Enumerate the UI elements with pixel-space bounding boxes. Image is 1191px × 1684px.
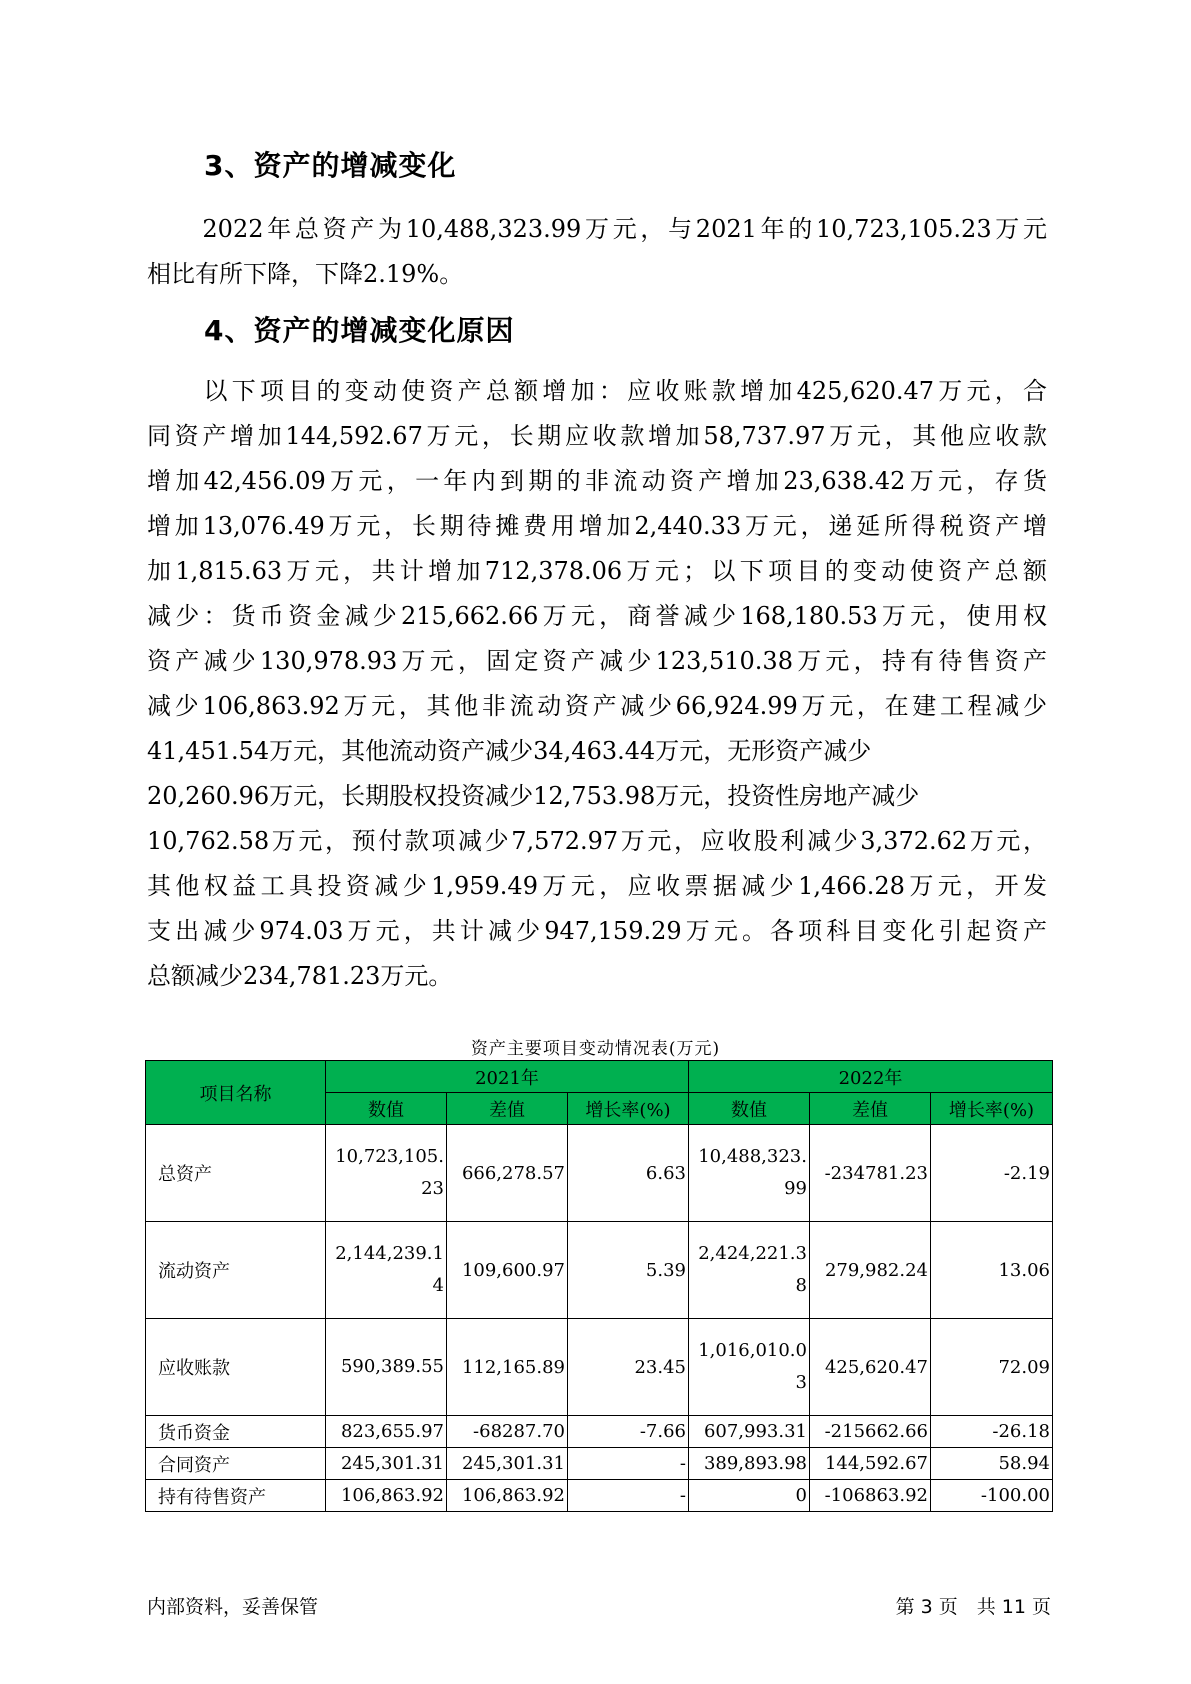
cell-rate-2021: - <box>568 1448 689 1480</box>
cell-value-2022: 10,488,323.99 <box>689 1125 810 1222</box>
section-4-heading: 4、资产的增减变化原因 <box>204 314 515 347</box>
cell-value-2021: 106,863.92 <box>326 1480 447 1512</box>
paragraph-line: 总额减少234,781.23万元。 <box>147 962 453 990</box>
footer-page-number: 第 3 页 共 11 页 <box>895 1596 1051 1618</box>
table-row <box>146 1448 1053 1480</box>
table-row <box>146 1222 1053 1319</box>
section-3-heading: 3、资产的增减变化 <box>204 149 457 182</box>
header-rate-2021: 增长率(%) <box>568 1093 689 1125</box>
paragraph-line: 20,260.96万元，长期股权投资减少12,753.98万元，投资性房地产减少 <box>147 782 920 810</box>
table-caption: 资产主要项目变动情况表(万元) <box>470 1039 721 1059</box>
header-value-2022: 数值 <box>689 1093 810 1125</box>
cell-value-2022: 2,424,221.38 <box>689 1222 810 1319</box>
cell-diff-2022: 144,592.67 <box>810 1448 931 1480</box>
cell-value-2021: 245,301.31 <box>326 1448 447 1480</box>
paragraph-line: 以下项目的变动使资产总额增加：应收账款增加425,620.47万元，合 <box>147 377 1047 405</box>
row-name: 货币资金 <box>146 1416 326 1448</box>
cell-diff-2022: -106863.92 <box>810 1480 931 1512</box>
paragraph-line: 减少106,863.92万元，其他非流动资产减少66,924.99万元，在建工程减少 <box>147 692 1047 720</box>
cell-value-2022: 607,993.31 <box>689 1416 810 1448</box>
row-name: 应收账款 <box>146 1319 326 1416</box>
cell-diff-2021: -68287.70 <box>447 1416 568 1448</box>
cell-value-2022: 389,893.98 <box>689 1448 810 1480</box>
cell-value-2022: 0 <box>689 1480 810 1512</box>
cell-value-2022: 1,016,010.03 <box>689 1319 810 1416</box>
cell-rate-2022: -26.18 <box>931 1416 1053 1448</box>
cell-diff-2021: 666,278.57 <box>447 1125 568 1222</box>
row-name: 持有待售资产 <box>146 1480 326 1512</box>
cell-diff-2021: 112,165.89 <box>447 1319 568 1416</box>
header-rate-2022: 增长率(%) <box>931 1093 1053 1125</box>
cell-value-2021: 2,144,239.14 <box>326 1222 447 1319</box>
cell-rate-2022: 58.94 <box>931 1448 1053 1480</box>
cell-value-2021: 823,655.97 <box>326 1416 447 1448</box>
cell-value-2021: 10,723,105.23 <box>326 1125 447 1222</box>
cell-diff-2022: -234781.23 <box>810 1125 931 1222</box>
asset-change-table <box>145 1060 1053 1512</box>
paragraph-line: 减少：货币资金减少215,662.66万元，商誉减少168,180.53万元，使用权 <box>147 602 1047 630</box>
header-year-2022: 2022年 <box>689 1061 1053 1093</box>
cell-rate-2022: 13.06 <box>931 1222 1053 1319</box>
cell-rate-2021: - <box>568 1480 689 1512</box>
paragraph-line: 41,451.54万元，其他流动资产减少34,463.44万元，无形资产减少 <box>147 737 872 765</box>
cell-diff-2021: 106,863.92 <box>447 1480 568 1512</box>
header-year-2021: 2021年 <box>326 1061 689 1093</box>
table-row <box>146 1416 1053 1448</box>
table-row <box>146 1319 1053 1416</box>
section-3-paragraph <box>147 207 1047 297</box>
footer-confidential-note: 内部资料，妥善保管 <box>147 1596 319 1618</box>
cell-diff-2022: 279,982.24 <box>810 1222 931 1319</box>
cell-value-2021: 590,389.55 <box>326 1319 447 1416</box>
cell-diff-2021: 109,600.97 <box>447 1222 568 1319</box>
cell-rate-2021: 6.63 <box>568 1125 689 1222</box>
paragraph-line: 相比有所下降，下降2.19%。 <box>147 260 464 288</box>
paragraph-line: 支出减少974.03万元，共计减少947,159.29万元。各项科目变化引起资产 <box>147 917 1047 945</box>
cell-diff-2022: 425,620.47 <box>810 1319 931 1416</box>
section-4-paragraph <box>147 369 1047 999</box>
paragraph-line: 增加42,456.09万元，一年内到期的非流动资产增加23,638.42万元，存货 <box>147 467 1047 495</box>
cell-rate-2022: 72.09 <box>931 1319 1053 1416</box>
row-name: 流动资产 <box>146 1222 326 1319</box>
cell-diff-2022: -215662.66 <box>810 1416 931 1448</box>
table-row <box>146 1480 1053 1512</box>
row-name: 合同资产 <box>146 1448 326 1480</box>
header-diff-2022: 差值 <box>810 1093 931 1125</box>
header-item-name: 项目名称 <box>146 1061 326 1125</box>
cell-diff-2021: 245,301.31 <box>447 1448 568 1480</box>
cell-rate-2022: -2.19 <box>931 1125 1053 1222</box>
cell-rate-2021: 5.39 <box>568 1222 689 1319</box>
paragraph-line: 加1,815.63万元，共计增加712,378.06万元；以下项目的变动使资产总额 <box>147 557 1047 585</box>
paragraph-line: 2022年总资产为10,488,323.99万元，与2021年的10,723,105.23万元 <box>147 215 1047 243</box>
paragraph-line: 其他权益工具投资减少1,959.49万元，应收票据减少1,466.28万元，开发 <box>147 872 1047 900</box>
paragraph-line: 增加13,076.49万元，长期待摊费用增加2,440.33万元，递延所得税资产增 <box>147 512 1047 540</box>
cell-rate-2021: -7.66 <box>568 1416 689 1448</box>
table-row <box>146 1125 1053 1222</box>
header-diff-2021: 差值 <box>447 1093 568 1125</box>
paragraph-line: 10,762.58万元，预付款项减少7,572.97万元，应收股利减少3,372.62万元， <box>147 827 1047 855</box>
row-name: 总资产 <box>146 1125 326 1222</box>
header-value-2021: 数值 <box>326 1093 447 1125</box>
paragraph-line: 同资产增加144,592.67万元，长期应收款增加58,737.97万元，其他应收款 <box>147 422 1047 450</box>
cell-rate-2021: 23.45 <box>568 1319 689 1416</box>
paragraph-line: 资产减少130,978.93万元，固定资产减少123,510.38万元，持有待售资产 <box>147 647 1047 675</box>
cell-rate-2022: -100.00 <box>931 1480 1053 1512</box>
